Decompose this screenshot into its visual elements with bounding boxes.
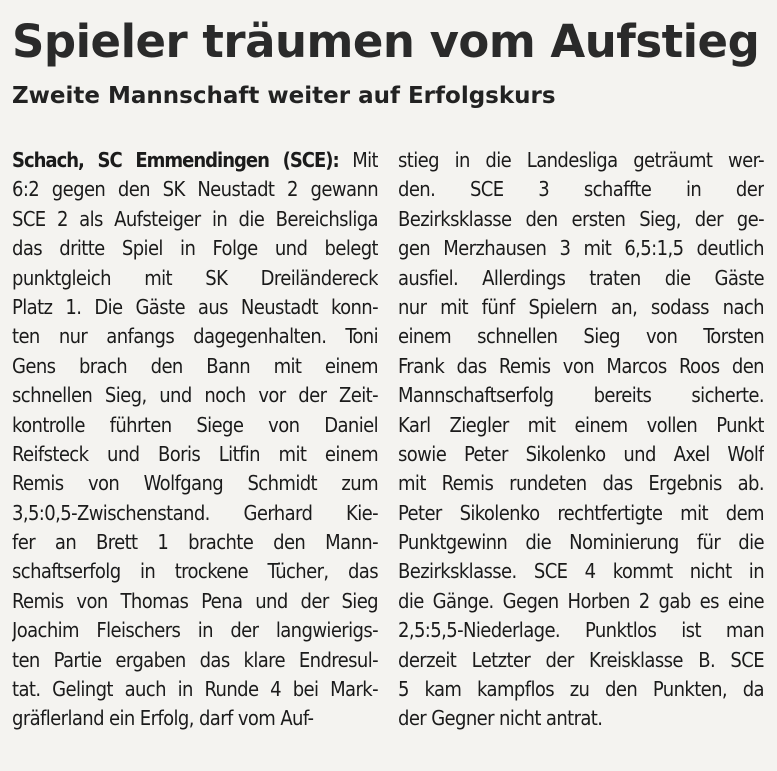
article-text-line: Remis von Wolfgang Schmidt zum [12, 471, 378, 496]
article-text-line: 6:2 gegen den SK Neustadt 2 gewann [12, 177, 378, 202]
article-text-line: Gens brach den Bann mit einem [12, 353, 378, 378]
article-column-left [12, 146, 378, 734]
article-text-line: einem schnellen Sieg von Torsten [398, 324, 764, 349]
article-subheadline: Zweite Mannschaft weiter auf Erfolgskurs [12, 83, 556, 109]
article-text-line: nur mit fünf Spielern an, sodass nach [398, 294, 764, 319]
article-text-line: Bezirksklasse den ersten Sieg, der ge- [398, 206, 764, 231]
article-text-line: 3,5:0,5-Zwischenstand. Gerhard Kie- [12, 500, 378, 525]
article-text-line: derzeit Letzter der Kreisklasse B. SCE [398, 647, 764, 672]
article-text-line: 2,5:5,5-Niederlage. Punktlos ist man [398, 618, 764, 643]
article-text-line: schaftserfolg in trockene Tücher, das [12, 559, 378, 584]
article-text-line: ten Partie ergaben das klare Endresul- [12, 647, 378, 672]
article-text-line: Platz 1. Die Gäste aus Neustadt konn- [12, 294, 378, 319]
article-body [12, 146, 764, 734]
article-text-line: Remis von Thomas Pena und der Sieg [12, 588, 378, 613]
article-text-line: den. SCE 3 schaffte in der [398, 177, 764, 202]
article-text-line: mit Remis rundeten das Ergebnis ab. [398, 471, 764, 496]
article-text-line: Punktgewinn die Nominierung für die [398, 530, 764, 555]
article-text-line: 5 kam kampflos zu den Punkten, da [398, 677, 764, 702]
article-text-line: der Gegner nicht antrat. [398, 706, 603, 731]
article-text-line: Mannschaftserfolg bereits sicherte. [398, 383, 764, 408]
article-text-line: Frank das Remis von Marcos Roos den [398, 353, 764, 378]
article-dateline: Schach, SC Emmendingen (SCE): [12, 148, 339, 172]
article-text-line: ten nur anfangs dagegenhalten. Toni [12, 324, 378, 349]
article-text-line: SCE 2 als Aufsteiger in die Bereichsliga [12, 206, 378, 231]
article-text-line [12, 146, 378, 175]
article-text-line: fer an Brett 1 brachte den Mann- [12, 530, 378, 555]
article-text-line: Reifsteck und Boris Litfin mit einem [12, 441, 378, 466]
article-text-line: tat. Gelingt auch in Runde 4 bei Mark- [12, 677, 378, 702]
article-text-line: das dritte Spiel in Folge und belegt [12, 236, 378, 261]
article-text-line: kontrolle führten Siege von Daniel [12, 412, 378, 437]
article-text-line: ausfiel. Allerdings traten die Gäste [398, 265, 764, 290]
article-text-line: Peter Sikolenko rechtfertigte mit dem [398, 500, 764, 525]
article-text-line: stieg in die Landesliga geträumt wer- [398, 148, 764, 172]
article-text-line: Bezirksklasse. SCE 4 kommt nicht in [398, 559, 764, 584]
article-text-line: Joachim Fleischers in der langwierigs- [12, 618, 378, 643]
article-text-line: schnellen Sieg, und noch vor der Zeit- [12, 383, 378, 408]
article-text-line: gräflerland ein Erfolg, darf vom Auf- [12, 706, 314, 731]
article-headline: Spieler träumen vom Aufstieg [12, 15, 760, 68]
article-column-right [398, 146, 764, 734]
article-text-fragment: Mit [338, 148, 378, 172]
article-text-line: sowie Peter Sikolenko und Axel Wolf [398, 441, 764, 466]
article-text-line: die Gänge. Gegen Horben 2 gab es eine [398, 588, 764, 613]
article-text-line: Karl Ziegler mit einem vollen Punkt [398, 412, 764, 437]
article-text-line: punktgleich mit SK Dreiländereck [12, 265, 378, 290]
article-text-line: gen Merzhausen 3 mit 6,5:1,5 deutlich [398, 236, 764, 261]
